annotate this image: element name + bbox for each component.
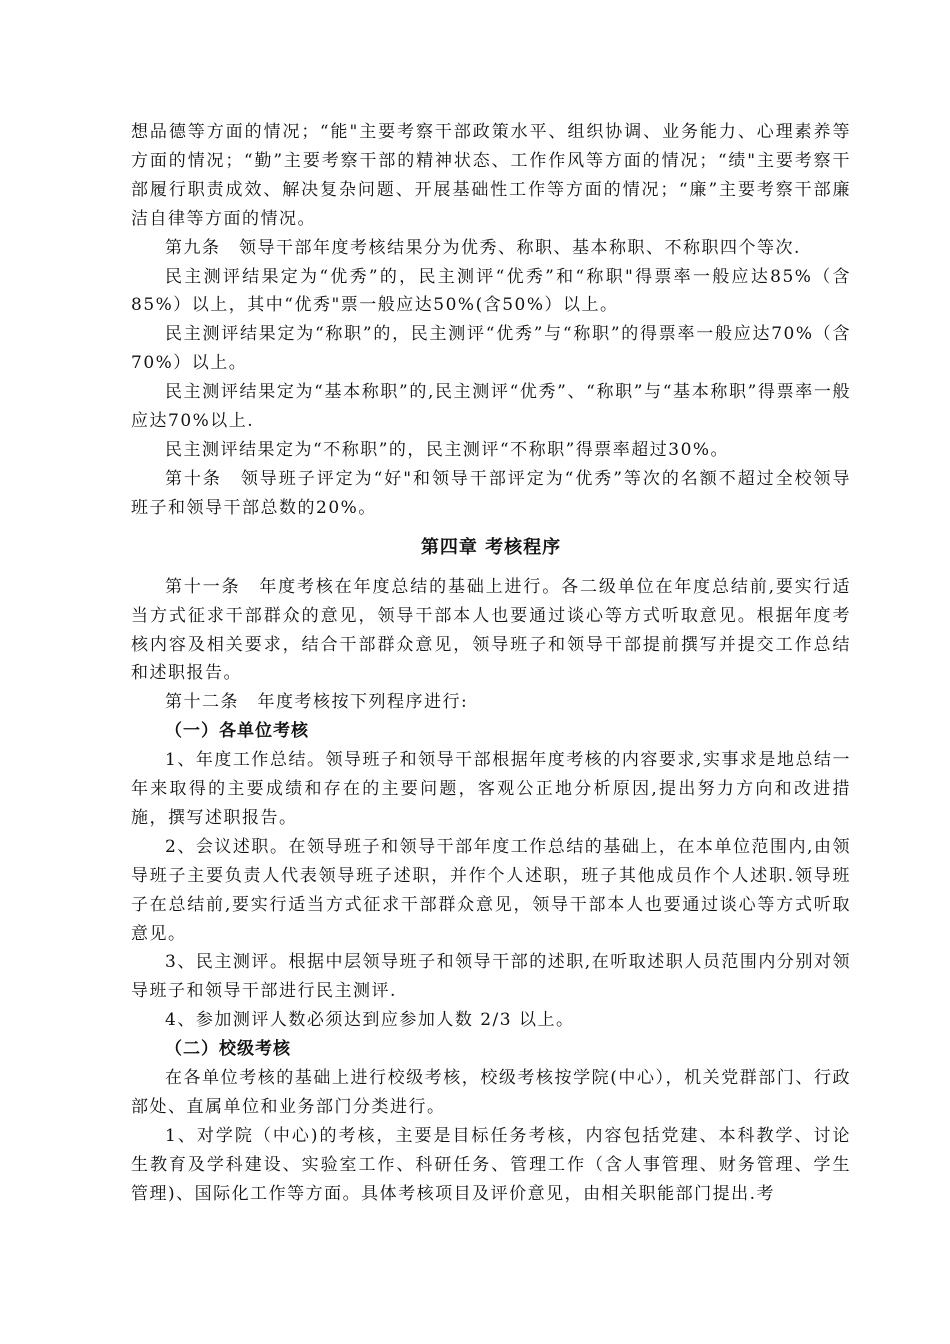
paragraph-unit-step-2: 2、会议述职。在领导班子和领导干部年度工作总结的基础上，在本单位范围内,由领导班子主要负责人代表领导班子述职，并作个人述职，班子其他成员作个人述职.领导班子在总结前,要实行适当方式征求干部群众意见，领导干部本人也要通过谈心等方式听取意见。 <box>131 836 851 944</box>
document-body <box>131 118 851 1209</box>
paragraph-article-12: 第十二条 年度考核按下列程序进行: <box>165 692 469 713</box>
section-title-unit-assessment: （一）各单位考核 <box>165 721 309 742</box>
paragraph-unit-step-1: 1、年度工作总结。领导班子和领导干部根据年度考核的内容要求,实事求是地总结一年来取得的主要成绩和存在的主要问题，客观公正地分析原因,提出努力方向和改进措施，撰写述职报告。 <box>131 750 851 828</box>
paragraph-before-0: 想品德等方面的情况；“能"主要考察干部政策水平、组织协调、业务能力、心理素养等方面的情况；“勤”主要考察干部的精神状态、工作作风等方面的情况；“绩"主要考察干部履行职责成效、解决复杂问题、开展基础性工作等方面的情况；“廉”主要考察干部廉洁自律等方面的情况。 <box>131 122 851 229</box>
paragraph-basic-competent-criteria: 民主测评结果定为“基本称职”的,民主测评“优秀”、“称职”与“基本称职”得票率一般应达70%以上. <box>131 382 851 432</box>
paragraph-competent-criteria: 民主测评结果定为“称职”的，民主测评“优秀”与“称职”的得票率一般应达70%（含70%）以上。 <box>131 324 851 374</box>
paragraph-article-9: 第九条 领导干部年度考核结果分为优秀、称职、基本称职、不称职四个等次. <box>165 237 801 258</box>
chapter-title: 第四章 考核程序 <box>420 536 562 558</box>
paragraph-excellent-criteria: 民主测评结果定为“优秀”的，民主测评“优秀”和“称职"得票率一般应达85%（含85%）以上，其中“优秀"票一般应达50%(含50%）以上。 <box>131 266 851 316</box>
paragraph-article-10: 第十条 领导班子评定为“好"和领导干部评定为“优秀”等次的名额不超过全校领导班子和领导干部总数的20%。 <box>131 468 851 518</box>
paragraph-article-11: 第十一条 年度考核在年度总结的基础上进行。各二级单位在年度总结前,要实行适当方式征求干部群众的意见，领导干部本人也要通过谈心等方式听取意见。根据年度考核内容及相关要求，结合干部群众意见，领导班子和领导干部提前撰写并提交工作总结和述职报告。 <box>131 576 851 684</box>
paragraph-school-step-1: 1、对学院（中心)的考核，主要是目标任务考核，内容包括党建、本科教学、讨论生教育及学科建设、实验室工作、科研任务、管理工作（含人事管理、财务管理、学生管理)、国际化工作等方面。具体考核项目及评价意见，由相关职能部门提出.考 <box>131 1125 851 1204</box>
section-title-school-assessment: （二）校级考核 <box>165 1039 291 1060</box>
paragraph-school-intro: 在各单位考核的基础上进行校级考核，校级考核按学院(中心），机关党群部门、行政部处、直属单位和业务部门分类进行。 <box>131 1068 851 1117</box>
paragraph-unit-step-3: 3、民主测评。根据中层领导班子和领导干部的述职,在听取述职人员范围内分别对领导班子和领导干部进行民主测评. <box>131 952 851 1002</box>
paragraph-incompetent-criteria: 民主测评结果定为“不称职”的，民主测评“不称职”得票率超过30%。 <box>165 439 730 460</box>
paragraph-unit-step-4: 4、参加测评人数必须达到应参加人数 2/3 以上。 <box>165 1010 575 1031</box>
